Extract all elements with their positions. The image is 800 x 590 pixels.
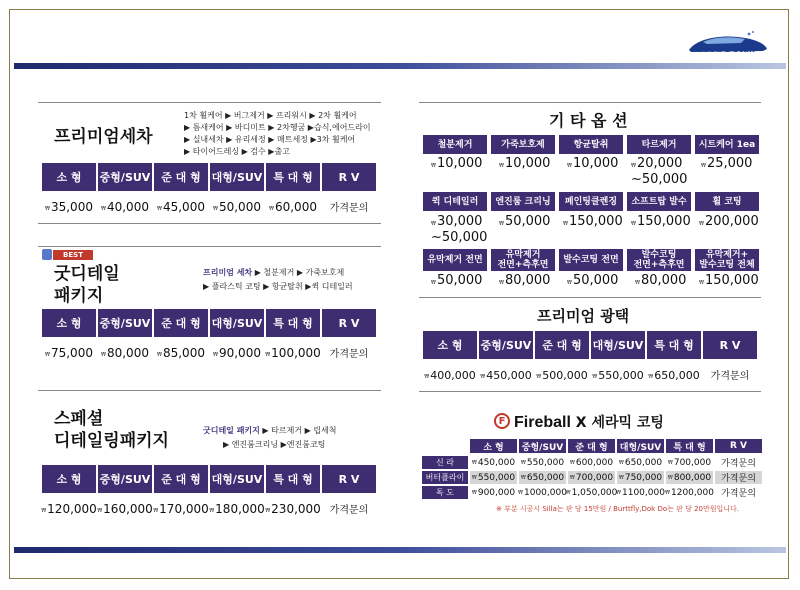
price-cell: ₩ 550,000 <box>520 457 565 468</box>
good-detail-price-row <box>42 344 376 360</box>
price-cell: ₩ 450,000 <box>480 369 532 382</box>
price-cell: ₩ 900,000 <box>471 487 516 498</box>
col-header: 대형/SUV <box>591 331 645 359</box>
option-label: 타르제거 <box>627 135 691 154</box>
option-label: 퀵 디테일러 <box>423 192 487 211</box>
col-header: R V <box>322 163 376 191</box>
price-cell: ₩ 750,000 <box>618 472 663 483</box>
price-cell: 가격문의 <box>710 371 750 382</box>
thumbs-up-icon <box>42 249 52 260</box>
col-header: 준 대 형 <box>154 309 208 337</box>
bottom-divider <box>14 547 786 553</box>
option-label: 철분제거 <box>423 135 487 154</box>
option-price: ₩10,000 <box>431 156 483 171</box>
options-grid <box>423 135 759 295</box>
fireball-row-silla <box>422 456 762 469</box>
price-cell: ₩ 1200,000 <box>665 487 714 498</box>
price-cell: 가격문의 <box>715 471 762 484</box>
price-cell: ₩ 1100,000 <box>616 487 665 498</box>
section-divider <box>38 390 381 391</box>
price-cell: 가격문의 <box>721 489 756 499</box>
note-line: ▶ 타이어드레싱 ▶ 검수 ▶출고 <box>184 147 290 156</box>
price-cell: ₩ 400,000 <box>424 369 476 382</box>
row-label: 신 라 <box>422 456 468 469</box>
price-cell: ₩ 650,000 <box>520 472 565 483</box>
options-title: 기 타 옵 션 <box>549 111 628 130</box>
price-cell: ₩ 35,000 <box>45 200 93 214</box>
option-label: 발수코팅 전면+측후면 <box>627 249 691 271</box>
option-price: ₩20,000 ~50,000 <box>631 156 688 187</box>
col-header: 특 대 형 <box>266 163 320 191</box>
col-header: 대형/SUV <box>617 439 664 453</box>
title-line: 굿디테일 <box>54 264 120 284</box>
price-cell: ₩ 40,000 <box>101 200 149 214</box>
option-price: ₩200,000 <box>699 214 759 229</box>
price-cell: ₩ 160,000 <box>97 502 153 516</box>
col-header: R V <box>322 465 376 493</box>
option-price: ₩150,000 <box>631 214 691 229</box>
top-divider <box>14 63 786 69</box>
option-price: ₩10,000 <box>499 156 551 171</box>
price-cell: 가격문의 <box>329 203 369 214</box>
note-line: 1차 휠케어 ▶ 버그제거 ▶ 프리워시 ▶ 2차 휠케어 <box>184 111 357 120</box>
col-header: 특 대 형 <box>647 331 701 359</box>
option-price: ₩150,000 <box>699 273 759 288</box>
price-cell: ₩ 50,000 <box>213 200 261 214</box>
section-divider <box>38 246 381 247</box>
price-cell: ₩ 170,000 <box>153 502 209 516</box>
price-cell: ₩ 180,000 <box>209 502 265 516</box>
polish-title: 프리미엄 광택 <box>537 307 630 325</box>
fireball-title: Fireball X 세라믹 코팅 <box>514 414 664 431</box>
title-line: 패키지 <box>54 286 104 306</box>
special-package-notes <box>203 424 336 452</box>
col-header: 특 대 형 <box>666 439 713 453</box>
fireball-header-row <box>470 439 762 453</box>
option-price: ₩10,000 <box>567 156 619 171</box>
note-line: ▶ 엔진룸크리닝 ▶엔진룸코팅 <box>223 440 326 449</box>
section-divider <box>38 102 381 103</box>
note-line: 프리미엄 세차 ▶ 철분제거 ▶ 가죽보호제 <box>203 268 345 277</box>
premium-wash-notes <box>184 110 371 158</box>
col-header: R V <box>322 309 376 337</box>
premium-wash-price-row <box>42 198 376 214</box>
fireball-logo-icon: F <box>494 413 510 429</box>
section-divider <box>38 223 381 224</box>
price-cell: 가격문의 <box>721 459 756 469</box>
option-label: 엔진룸 크리닝 <box>491 192 555 211</box>
option-label: 페인팅클렌징 <box>559 192 623 211</box>
price-cell: 가격문의 <box>329 349 369 360</box>
col-header: 준 대 형 <box>154 465 208 493</box>
col-header: 준 대 형 <box>154 163 208 191</box>
option-price: ₩25,000 <box>701 156 753 171</box>
section-divider <box>419 102 761 103</box>
special-package-price-row <box>42 500 376 516</box>
col-header: 중형/SUV <box>479 331 533 359</box>
price-cell: ₩ 230,000 <box>265 502 321 516</box>
note-line: 굿디테일 패키지 ▶ 타르제거 ▶ 립세척 <box>203 426 337 435</box>
note-line: ▶ 플라스틱 코팅 ▶ 항균탈취 ▶퀵 디테일러 <box>203 282 353 291</box>
col-header: R V <box>715 439 762 453</box>
price-cell: ₩ 450,000 <box>471 457 516 468</box>
col-header: 특 대 형 <box>266 465 320 493</box>
col-header: 중형/SUV <box>98 465 152 493</box>
option-label: 가죽보호제 <box>491 135 555 154</box>
price-cell: ₩ 1,050,000 <box>565 487 618 498</box>
col-header: R V <box>703 331 757 359</box>
price-cell: ₩ 600,000 <box>569 457 614 468</box>
price-cell: ₩ 120,000 <box>41 502 97 516</box>
col-header: 중형/SUV <box>519 439 566 453</box>
price-cell: ₩ 1000,000 <box>518 487 567 498</box>
fireball-note: ※ 부분 시공시 Silla는 판 당 15만원 / Burttfly,Dok Do는 판 당 20만원입니다. <box>496 505 740 513</box>
price-cell: 가격문의 <box>329 505 369 516</box>
special-package-header-row <box>42 465 376 493</box>
section-divider <box>419 391 761 392</box>
option-label: 소프트탑 발수 <box>627 192 691 211</box>
col-header: 준 대 형 <box>568 439 615 453</box>
option-label: 항균탈취 <box>559 135 623 154</box>
col-header: 특 대 형 <box>266 309 320 337</box>
good-detail-notes <box>203 266 353 294</box>
option-label: 발수코팅 전면 <box>559 249 623 271</box>
col-header: 준 대 형 <box>535 331 589 359</box>
col-header: 대형/SUV <box>210 309 264 337</box>
price-cell: ₩ 650,000 <box>648 369 700 382</box>
price-cell: ₩ 550,000 <box>592 369 644 382</box>
price-cell: ₩ 700,000 <box>569 472 614 483</box>
price-cell: ₩ 550,000 <box>471 472 516 483</box>
row-label: 독 도 <box>422 486 468 499</box>
fireball-row-butterfly <box>422 471 762 484</box>
title-line: 스페셜 <box>54 409 104 429</box>
fireball-row-dokdo <box>422 486 762 499</box>
option-price: ₩80,000 <box>499 273 551 288</box>
option-label: 휠 코팅 <box>695 192 759 211</box>
price-cell: ₩ 45,000 <box>157 200 205 214</box>
price-cell: ₩ 100,000 <box>265 346 321 360</box>
option-label: 유막제거 전면+측후면 <box>491 249 555 271</box>
row-label: 버터플라이 <box>422 471 468 484</box>
premium-wash-title: 프리미엄세차 <box>54 127 153 147</box>
special-package-title <box>54 408 169 452</box>
option-label: 유막제거 전면 <box>423 249 487 271</box>
col-header: 소 형 <box>42 465 96 493</box>
option-label: 시트케어 1ea <box>695 135 759 154</box>
logo-text: Good Detail <box>696 45 756 55</box>
price-cell: ₩ 700,000 <box>667 457 712 468</box>
col-header: 소 형 <box>42 163 96 191</box>
note-line: ▶ 실내세차 ▶ 유리세정 ▶ 매트세정 ▶3차 휠케어 <box>184 135 356 144</box>
col-header: 중형/SUV <box>98 163 152 191</box>
col-header: 중형/SUV <box>98 309 152 337</box>
good-detail-header-row <box>42 309 376 337</box>
col-header: 대형/SUV <box>210 465 264 493</box>
polish-header-row <box>423 331 757 359</box>
option-price: ₩50,000 <box>567 273 619 288</box>
title-line: 디테일링패키지 <box>54 431 169 451</box>
note-line: ▶ 틈새케어 ▶ 바디미트 ▶ 2차헹굼 ▶습식,에어드라이 <box>184 123 371 132</box>
premium-wash-header-row <box>42 163 376 191</box>
price-cell: ₩ 90,000 <box>213 346 261 360</box>
price-cell: ₩ 800,000 <box>667 472 712 483</box>
col-header: 대형/SUV <box>210 163 264 191</box>
price-cell: ₩ 85,000 <box>157 346 205 360</box>
good-detail-title <box>54 263 120 307</box>
price-cell: ₩ 650,000 <box>618 457 663 468</box>
price-cell: ₩ 500,000 <box>536 369 588 382</box>
price-cell: ₩ 80,000 <box>101 346 149 360</box>
option-price: ₩150,000 <box>563 214 623 229</box>
polish-price-row <box>423 366 757 382</box>
option-price: ₩50,000 <box>499 214 551 229</box>
option-label: 유막제거+ 발수코팅 전체 <box>695 249 759 271</box>
col-header: 소 형 <box>423 331 477 359</box>
col-header: 소 형 <box>470 439 517 453</box>
col-header: 소 형 <box>42 309 96 337</box>
price-cell: ₩ 75,000 <box>45 346 93 360</box>
best-badge: BEST <box>53 250 93 260</box>
price-cell: ₩ 60,000 <box>269 200 317 214</box>
section-divider <box>419 297 761 298</box>
option-price: ₩80,000 <box>635 273 687 288</box>
option-price: ₩30,000 ~50,000 <box>431 214 488 245</box>
option-price: ₩50,000 <box>431 273 483 288</box>
